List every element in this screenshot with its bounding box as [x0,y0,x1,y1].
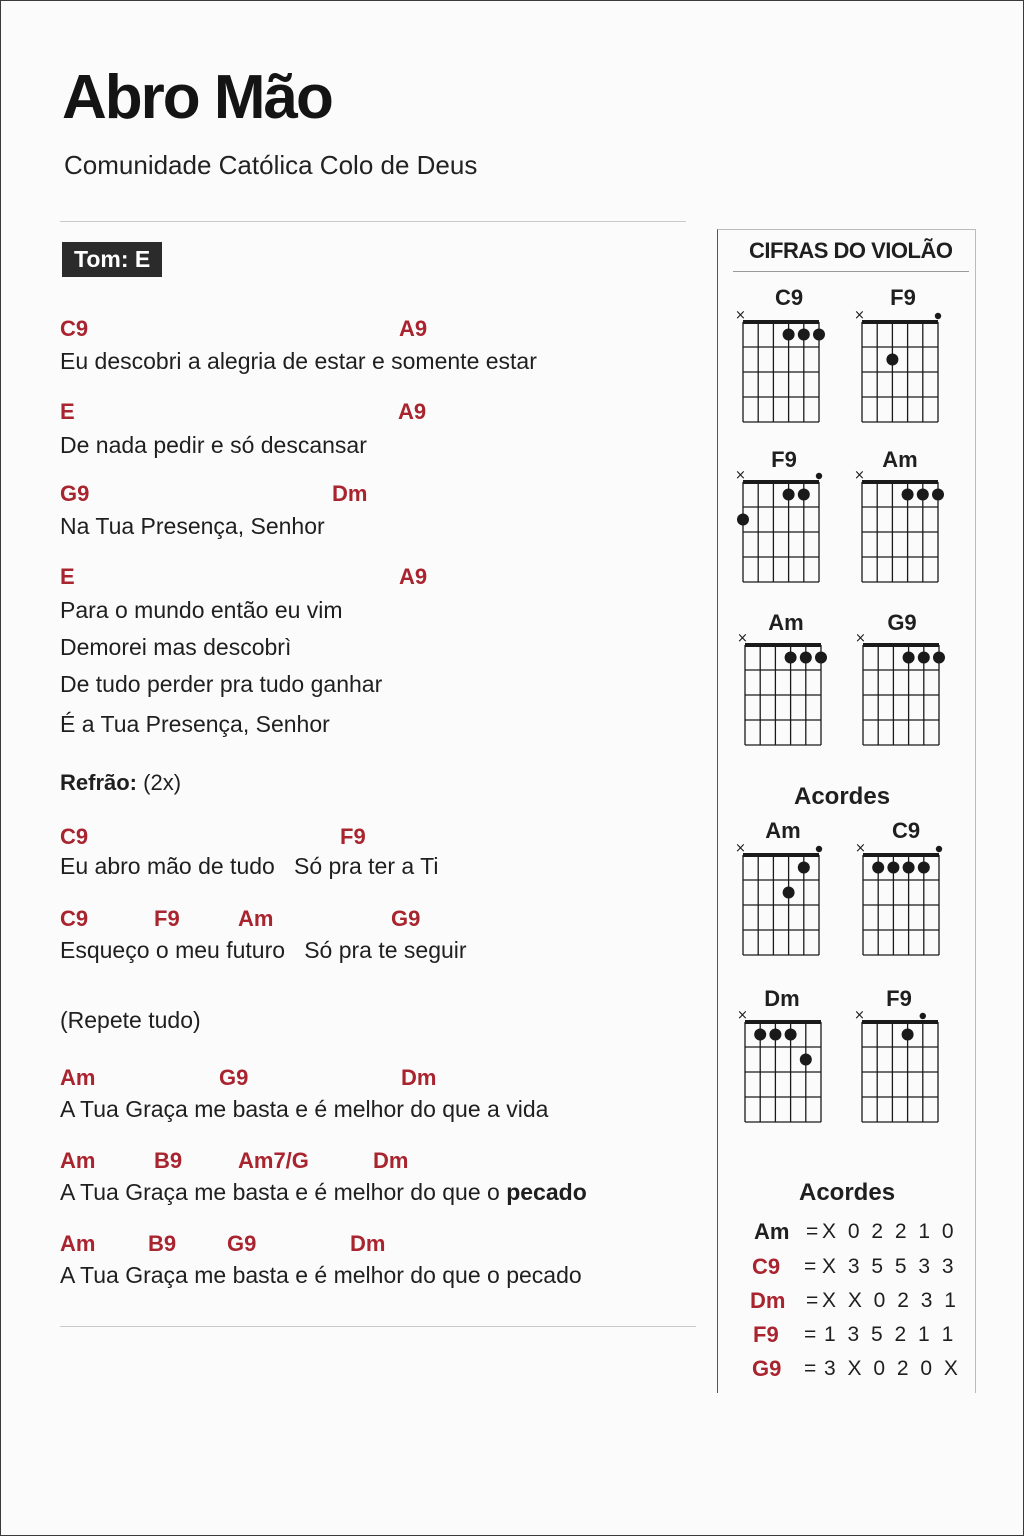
lyric-line: Para o mundo então eu vim [60,597,343,623]
header-divider [60,221,686,222]
chord-diagram-am [852,470,948,590]
chord-label: E [60,564,75,589]
table-chord-eq: = [804,1323,820,1346]
lyric-line: A Tua Graça me basta e é melhor do que a vida [60,1096,549,1122]
chord-diagram-name: G9 [887,610,917,635]
table-chord-eq: = [804,1255,820,1278]
chord-diagram-c9 [733,310,829,430]
finger-dot [798,489,810,501]
muted-string-marker: × [735,841,746,856]
table-chord-name: C9 [752,1254,781,1279]
finger-dot [783,887,795,899]
lyric-line: Esqueço o meu futuro Só pra te seguir [60,937,467,963]
finger-dot [918,862,930,874]
chorus-heading [60,770,181,796]
lyric-line: Demorei mas descobrì [60,634,292,660]
table-chord-frets: X 3 5 5 3 3 [822,1255,957,1278]
chord-label: F9 [154,906,180,931]
table-chord-frets: 1 3 5 2 1 1 [824,1323,957,1346]
muted-string-marker: × [854,308,865,323]
chord-label: B9 [148,1231,177,1256]
chord-label: A9 [399,564,428,589]
chord-label: G9 [219,1065,249,1090]
chord-diagram-name: Am [765,818,801,843]
open-string-dot [816,473,822,479]
chord-label: B9 [154,1148,183,1173]
chord-label: Dm [350,1231,386,1256]
chord-label: G9 [227,1231,257,1256]
panel-divider [733,271,969,272]
chord-diagram-f9 [852,1010,948,1130]
finger-dot [785,1029,797,1041]
table-chord-eq: = [804,1357,820,1380]
chord-diagram-name: Am [882,447,918,472]
table-chord-name: G9 [752,1356,782,1381]
chord-diagram-name: C9 [891,818,921,843]
chord-label: Dm [373,1148,409,1173]
muted-string-marker: × [737,1008,748,1023]
open-string-dot [935,313,941,319]
muted-string-marker: × [854,1008,865,1023]
chord-label: Am [60,1148,96,1173]
muted-string-marker: × [855,631,866,646]
open-string-dot [920,1013,926,1019]
finger-dot [800,652,812,664]
chord-label: C9 [60,316,89,341]
lyric-text: A Tua Graça me basta e é melhor do que o [60,1179,500,1205]
muted-string-marker: × [735,308,746,323]
lyric-emphasis: pecado [506,1179,587,1205]
finger-dot [903,862,915,874]
finger-dot [798,862,810,874]
chord-diagram-name: F9 [890,285,916,310]
key-badge: Tom: E [62,242,162,277]
lyric-line: Eu abro mão de tudo Só pra ter a Ti [60,853,439,879]
acordes-table-heading: Acordes [799,1179,896,1206]
chord-diagram-f9 [852,310,948,430]
finger-dot [769,1029,781,1041]
lyric-line: Eu descobri a alegria de estar e somente estar [60,348,537,374]
chord-label: Dm [401,1065,437,1090]
finger-dot [800,1054,812,1066]
chord-diagram-am [735,633,831,753]
table-chord-name: Am [754,1219,790,1244]
lyric-line: De tudo perder pra tudo ganhar [60,671,383,697]
finger-dot [886,354,898,366]
finger-dot [887,862,899,874]
chord-diagram-name: Dm [764,986,800,1011]
finger-dot [815,652,827,664]
chord-diagram-am [733,843,829,963]
lyric-line: De nada pedir e só descansar [60,432,367,458]
chord-label: A9 [399,316,428,341]
table-chord-name: Dm [750,1288,786,1313]
table-chord-frets: X X 0 2 3 1 [822,1289,959,1312]
chord-diagram-name: F9 [771,447,797,472]
acordes-heading: Acordes [794,783,891,810]
chord-diagram-c9 [853,843,949,963]
finger-dot [918,652,930,664]
chord-label: Am7/G [238,1148,309,1173]
chord-diagram-name: Am [768,610,804,635]
table-chord-frets: X 0 2 2 1 0 [822,1220,957,1243]
muted-string-marker: × [854,468,865,483]
chord-diagram-name: F9 [886,986,912,1011]
finger-dot [902,489,914,501]
finger-dot [783,489,795,501]
chorus-repeat-count: (2x) [143,770,182,795]
finger-dot [902,1029,914,1041]
table-chord-eq: = [806,1220,822,1243]
muted-string-marker: × [735,468,746,483]
chord-label: E [60,399,75,424]
chord-label: A9 [398,399,427,424]
finger-dot [798,329,810,341]
table-chord-name: F9 [753,1322,779,1347]
finger-dot [932,489,944,501]
footer-divider [60,1326,696,1327]
finger-dot [813,329,825,341]
chord-diagram-f9 [733,470,829,590]
chord-label: Am [60,1065,96,1090]
finger-dot [737,514,749,526]
chord-label: F9 [340,824,366,849]
finger-dot [917,489,929,501]
muted-string-marker: × [737,631,748,646]
lyric-line: É a Tua Presença, Senhor [60,711,330,737]
finger-dot [933,652,945,664]
chorus-label: Refrão: [60,770,138,795]
chord-label: Dm [332,481,368,506]
open-string-dot [936,846,942,852]
chord-label: Am [60,1231,96,1256]
chord-label: G9 [391,906,421,931]
chord-label: Am [238,906,274,931]
table-chord-frets: 3 X 0 2 0 X [824,1357,961,1380]
lyric-line: A Tua Graça me basta e é melhor do que o pecado [60,1262,582,1288]
finger-dot [785,652,797,664]
table-chord-eq: = [806,1289,822,1312]
song-title: Abro Mão [62,63,332,132]
chord-label: G9 [60,481,90,506]
song-artist: Comunidade Católica Colo de Deus [64,150,478,180]
lyric-line [60,1179,587,1206]
muted-string-marker: × [855,841,866,856]
chord-diagram-dm [735,1010,831,1130]
finger-dot [754,1029,766,1041]
finger-dot [903,652,915,664]
chord-label: C9 [60,824,89,849]
finger-dot [783,329,795,341]
panel-title: CIFRAS DO VIOLÃO [749,238,953,263]
open-string-dot [816,846,822,852]
lyric-line: Na Tua Presença, Senhor [60,513,325,539]
chord-diagram-name: C9 [774,285,804,310]
chord-diagram-g9 [853,633,949,753]
repeat-note: (Repete tudo) [60,1007,201,1033]
finger-dot [872,862,884,874]
chord-label: C9 [60,906,89,931]
